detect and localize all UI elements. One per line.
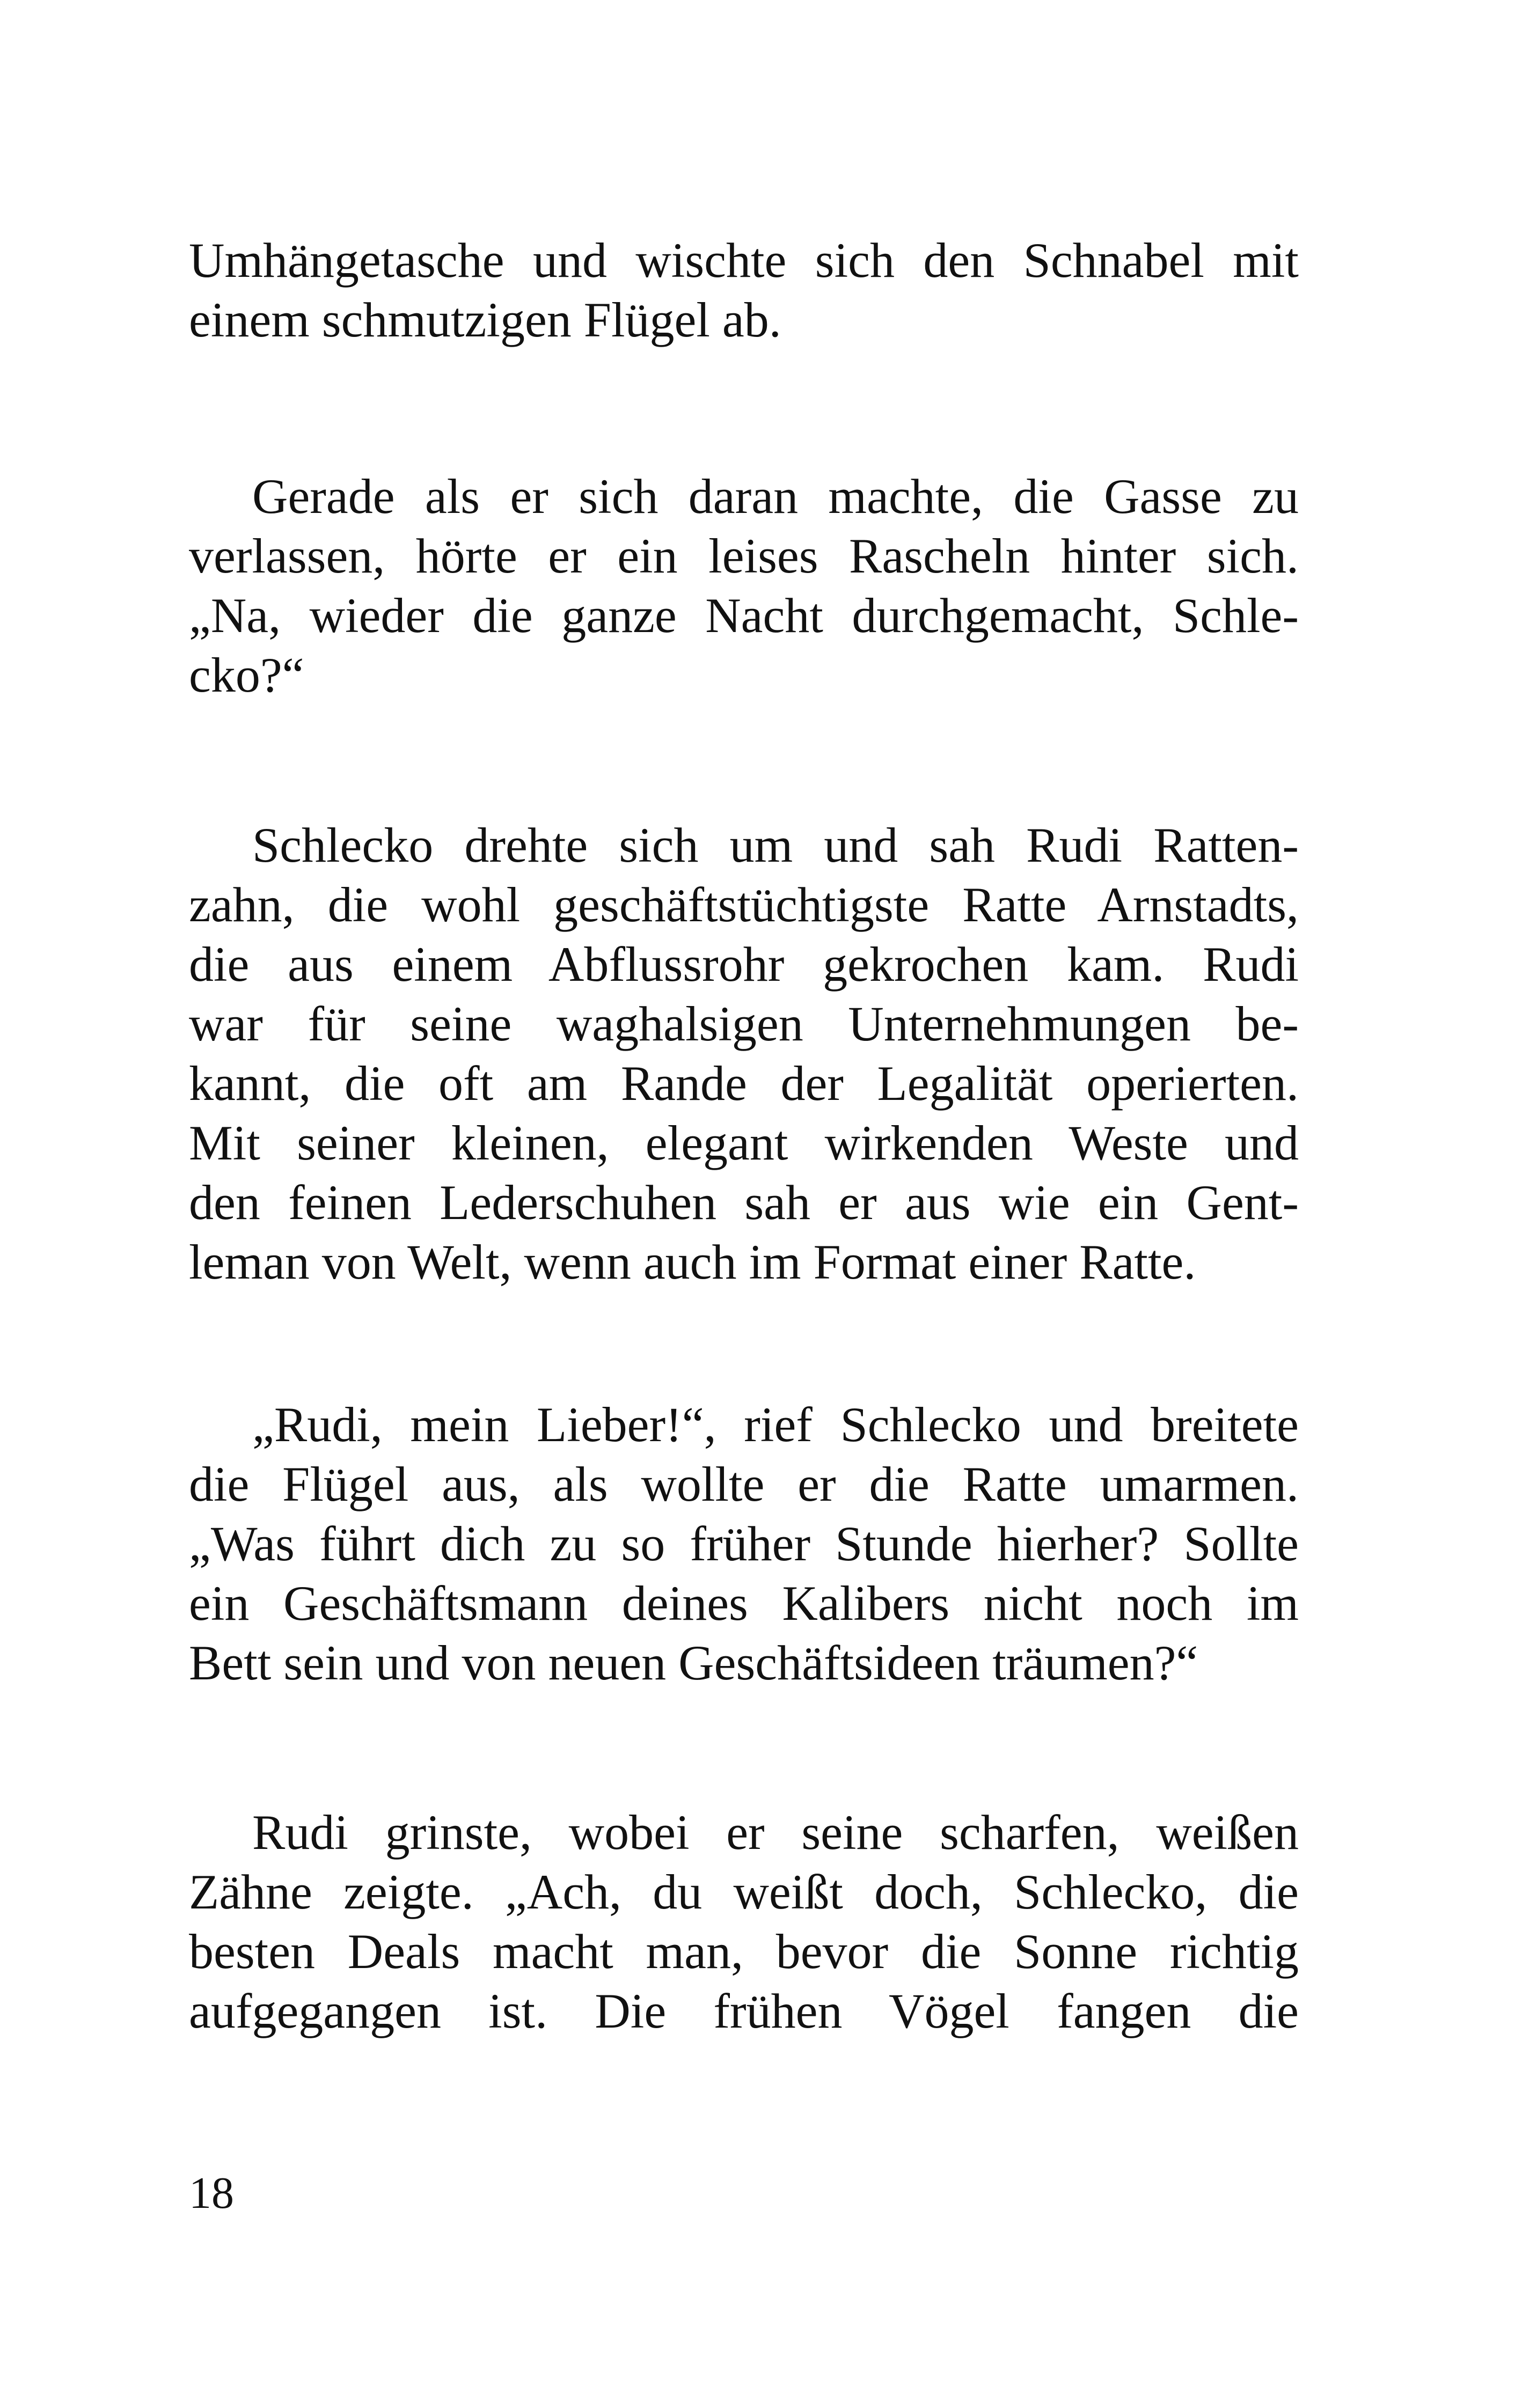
text-line: Bett sein und von neuen Geschäftsideen träumen?“: [189, 1635, 1198, 1690]
text-line: cko?“: [189, 648, 304, 702]
text-line: die Flügel aus, als wollte er die Ratte umarmen.: [189, 1457, 1299, 1511]
text-line: „Na, wieder die ganze Nacht durchgemacht, Schle-: [189, 588, 1299, 643]
paragraph-5: [189, 1803, 1299, 2041]
text-line: verlassen, hörte er ein leises Rascheln hinter sich.: [189, 528, 1299, 583]
text-line: Mit seiner kleinen, elegant wirkenden Weste und: [189, 1115, 1299, 1170]
text-line: besten Deals macht man, bevor die Sonne richtig: [189, 1924, 1299, 1979]
paragraph-1: [189, 231, 1299, 350]
paragraph-4: [189, 1395, 1299, 1693]
text-line: aufgegangen ist. Die frühen Vögel fangen die: [189, 1984, 1299, 2038]
text-line: „Rudi, mein Lieber!“, rief Schlecko und breitete: [252, 1397, 1299, 1452]
text-line: einem schmutzigen Flügel ab.: [189, 292, 781, 347]
text-line: Umhängetasche und wischte sich den Schnabel mit: [189, 233, 1299, 288]
text-line: Gerade als er sich daran machte, die Gasse zu: [252, 469, 1299, 524]
text-line: leman von Welt, wenn auch im Format einer Ratte.: [189, 1235, 1196, 1289]
text-line: kannt, die oft am Rande der Legalität operierten.: [189, 1056, 1299, 1111]
text-line: Rudi grinste, wobei er seine scharfen, weißen: [252, 1805, 1299, 1860]
page-number: 18: [189, 2168, 234, 2218]
text-line: „Was führt dich zu so früher Stunde hierher? Sollte: [189, 1516, 1299, 1571]
text-line: zahn, die wohl geschäftstüchtigste Ratte Arnstadts,: [189, 877, 1299, 932]
text-line: ein Geschäftsmann deines Kalibers nicht noch im: [189, 1576, 1299, 1631]
text-line: den feinen Lederschuhen sah er aus wie ein Gent-: [189, 1175, 1299, 1230]
paragraph-3: [189, 816, 1299, 1292]
text-line: die aus einem Abflussrohr gekrochen kam. Rudi: [189, 937, 1299, 992]
paragraph-2: [189, 467, 1299, 705]
text-line: Zähne zeigte. „Ach, du weißt doch, Schlecko, die: [189, 1864, 1299, 1919]
text-line: Schlecko drehte sich um und sah Rudi Ratten-: [252, 818, 1299, 872]
text-line: war für seine waghalsigen Unternehmungen be-: [189, 996, 1299, 1051]
